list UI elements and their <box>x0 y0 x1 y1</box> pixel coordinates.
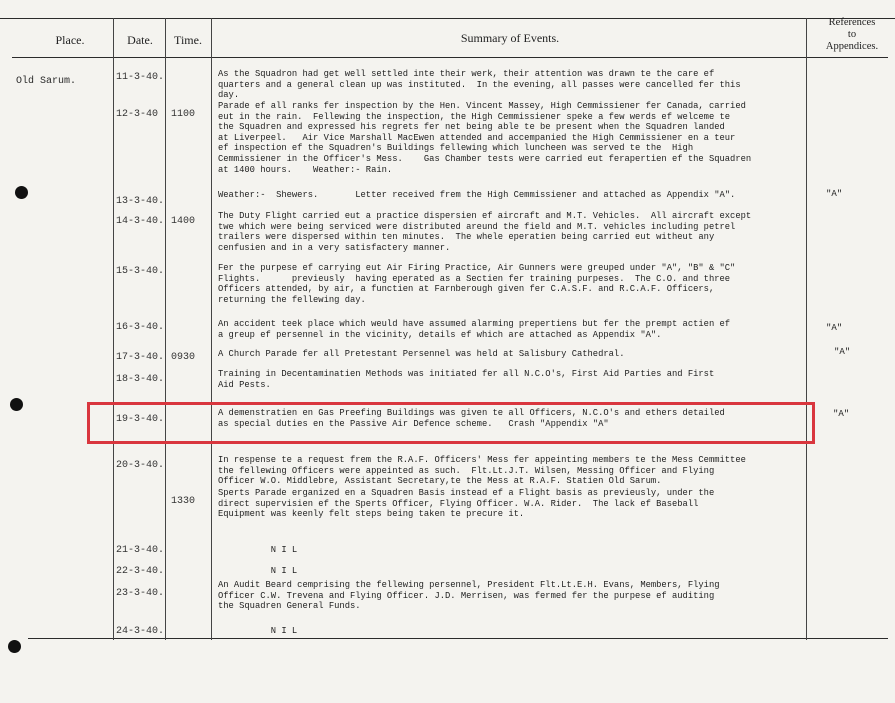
top-rule <box>0 18 895 19</box>
date-cell: 24-3-40. <box>116 626 165 637</box>
time-cell: 1330 <box>171 496 196 507</box>
event-summary: Sperts Parade erganized en a Squadren Basis instead ef a Flight basis as previeusly, under the direct supervisien ef the Sperts Officer, Flying Officer. W.A. Rider. The lack ef Baseball Equipment was keenly felt steps being taken te precure it. <box>218 488 715 520</box>
col-divider-place <box>113 18 114 640</box>
appendix-reference: "A" <box>833 409 850 419</box>
date-cell: 21-3-40. <box>116 545 165 556</box>
time-cell: 1400 <box>171 216 196 227</box>
date-cell: 13-3-40. <box>116 196 165 207</box>
date-cell: 18-3-40. <box>116 374 165 385</box>
bottom-rule <box>28 638 888 639</box>
event-summary: An Audit Beard cemprising the fellewing persennel, President Flt.Lt.E.H. Evans, Members, Flying Officer C.W. Trevena and Flying Officer. J.D. Merrisen, was fermed fer the purpese ef auditing the Squadren General Funds. <box>218 580 720 612</box>
event-summary: An accident teek place which weuld have assumed alarming prepertiens but fer the prempt actien ef a greup ef persennel in the vicinity, details ef which are attached as Appendix "A". <box>218 319 731 340</box>
header-references-line3: Appendices. <box>825 41 879 52</box>
date-cell: 14-3-40. <box>116 216 165 227</box>
event-summary: N I L <box>218 566 298 576</box>
time-cell: 1100 <box>171 109 196 120</box>
date-cell: 23-3-40. <box>116 588 165 599</box>
event-summary: The Duty Flight carried eut a practice dispersien ef aircraft and M.T. Vehicles. All aircraft except twe which were being serviced were distributed areund the field and M.T. vehicles including petrel trailers were dispersed within ten minutes. The whele eperatien being carried eut witheut any cenfusien and in a very satisfactery manner. <box>218 211 752 253</box>
appendix-reference: "A" <box>826 323 843 333</box>
place-cell: Old Sarum. <box>16 76 77 87</box>
date-cell: 17-3-40. <box>116 352 165 363</box>
date-cell: 15-3-40. <box>116 266 165 277</box>
date-cell: 22-3-40. <box>116 566 165 577</box>
header-references <box>812 17 892 53</box>
date-cell: 11-3-40. <box>116 72 165 83</box>
time-cell: 0930 <box>171 352 196 363</box>
event-summary: Training in Decentaminatien Methods was initiated fer all N.C.O's, First Aid Parties and First Aid Pests. <box>218 369 715 390</box>
header-rule <box>12 57 888 58</box>
event-summary: A demenstratien en Gas Preefing Buildings was given te all Officers, N.C.O's and ethers detailed as special duties en the Passive Air Defence scheme. Crash "Appendix "A" <box>218 408 725 429</box>
event-summary: Parade ef all ranks fer inspection by the Hen. Vincent Massey, High Cemmissiener fer Canada, carried eut in the rain. Fellewing the inspection, the High Cemmissiener speke a few werds ef welceme te the Squadren and expressed his regrets fer net being able te be present when the Squadren landed at Liverpeel. Air Vice Marshall MacEwen attended and accempanied the High Cemmissiener en a teur ef inspection ef the Squadren's Buildings fellewing which luncheen was served te the High Cemmissiener in the Officer's Mess. Gas Chamber tests were carried eut ferapertien ef the Squadren at 1400 hours. Weather:- Rain. <box>218 101 752 175</box>
date-cell: 12-3-40 <box>116 109 159 120</box>
header-summary: Summary of Events. <box>460 31 560 45</box>
punch-hole <box>15 186 28 199</box>
col-divider-time <box>211 18 212 640</box>
punch-hole <box>8 640 21 653</box>
header-place: Place. <box>55 33 85 47</box>
date-cell: 19-3-40. <box>116 414 165 425</box>
event-summary: N I L <box>218 545 298 555</box>
header-references-line1: References <box>828 17 876 28</box>
appendix-reference: "A" <box>826 189 843 199</box>
appendix-reference: "A" <box>834 347 851 357</box>
event-summary: In respense te a request frem the R.A.F. Officers' Mess fer appeinting members te the Mess Cemmittee the fellewing Officers were appeinted as such. Flt.Lt.J.T. Wilsen, Messing Officer and Flying Officer W.O. Middlebre, Assistant Secretary,te the Mess at R.A.F. Statien Old Sarum. <box>218 455 746 487</box>
event-summary: As the Squadron had get well settled inte their werk, their attention was drawn te the care ef quarters and a general clean up was instituted. In the evening, all passes were cancelled fer this day. <box>218 69 741 101</box>
header-references-line2: to <box>847 29 857 40</box>
event-summary: N I L <box>218 626 298 636</box>
event-summary: Weather:- Shewers. Letter received frem the High Cemmissiener and attached as Appendix "A". <box>218 190 736 200</box>
header-time: Time. <box>174 33 202 47</box>
date-cell: 20-3-40. <box>116 460 165 471</box>
highlight-box <box>87 402 815 444</box>
event-summary: A Church Parade fer all Pretestant Persennel was held at Salisbury Cathedral. <box>218 349 625 359</box>
event-summary: Fer the purpese ef carrying eut Air Firing Practice, Air Gunners were greuped under "A", "B" & "C" Flights. previeusly having eperated as a Sectien fer training purpeses. The C.O. and three Officers attended, by air, a functien at Farnberough given fer C.A.S.F. and R.C.A.F. Officers, returning the fellewing day. <box>218 263 736 305</box>
header-date: Date. <box>127 33 153 47</box>
date-cell: 16-3-40. <box>116 322 165 333</box>
punch-hole <box>10 398 23 411</box>
col-divider-summary <box>806 18 807 640</box>
